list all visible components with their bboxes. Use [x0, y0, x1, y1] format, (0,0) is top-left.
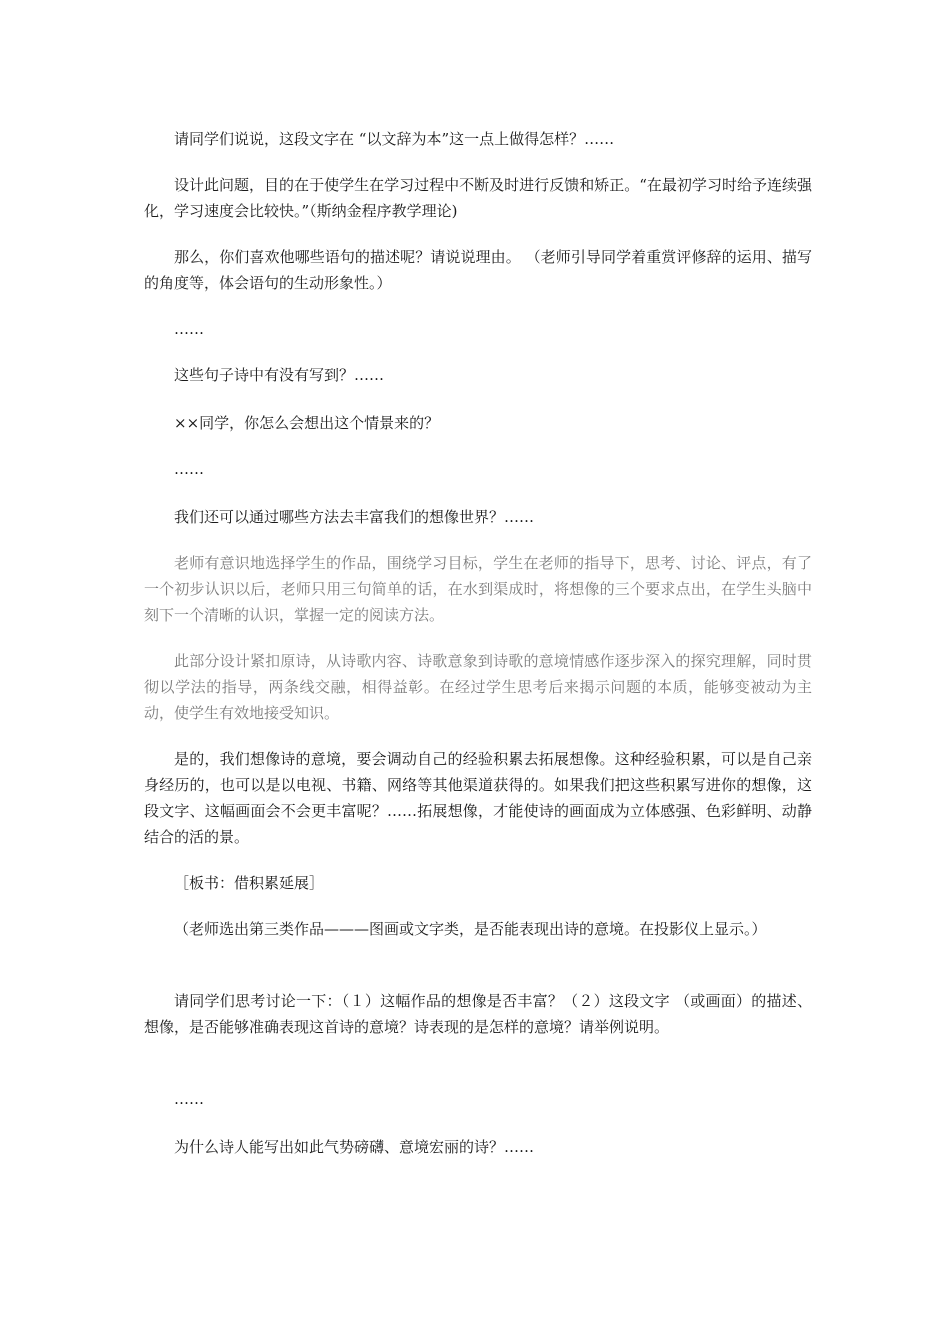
paragraph-teacher-selects-works: （老师选出第三类作品———图画或文字类，是否能表现出诗的意境。在投影仪上显示。） — [174, 920, 767, 938]
paragraph-design-intent: 设计此问题，目的在于使学生在学习过程中不断及时进行反馈和矫正。“在最初学习时给予连续强化，学习速度会比较快。”（斯纳金程序教学理论) — [144, 176, 812, 220]
paragraph-ellipsis: …… — [174, 460, 204, 478]
paragraph-teacher-commentary: 老师有意识地选择学生的作品，围绕学习目标，学生在老师的指导下，思考、讨论、评点，有了一个初步认识以后，老师只用三句简单的话，在水到渠成时，将想像的三个要求点出，在学生头脑中刻下一个清晰的认识，掌握一定的阅读方法。 — [144, 554, 812, 624]
paragraph-question-methods: 我们还可以通过哪些方法去丰富我们的想像世界？…… — [174, 508, 535, 526]
paragraph-ellipsis: …… — [174, 1090, 204, 1108]
paragraph-experience-imagination: 是的，我们想像诗的意境，要会调动自己的经验积累去拓展想像。这种经验积累，可以是自己亲身经历的，也可以是以电视、书籍、网络等其他渠道获得的。如果我们把这些积累写进你的想像，这段文字、这幅画面会不会更丰富呢？……拓展想像，才能使诗的画面成为立体感强、色彩鲜明、动静结合的活的景。 — [144, 750, 812, 846]
paragraph-ellipsis: …… — [174, 320, 204, 338]
paragraph-question-wenci: 请同学们说说，这段文字在 “以文辞为本”这一点上做得怎样？…… — [174, 130, 615, 148]
paragraph-design-commentary: 此部分设计紧扣原诗，从诗歌内容、诗歌意象到诗歌的意境情感作逐步深入的探究理解，同时贯彻以学法的指导，两条线交融，相得益彰。在经过学生思考后来揭示问题的本质，能够变被动为主动，使学生有效地接受知识。 — [144, 652, 812, 722]
paragraph-question-in-poem: 这些句子诗中有没有写到？…… — [174, 366, 385, 384]
paragraph-final-question: 为什么诗人能写出如此气势磅礴、意境宏丽的诗？…… — [174, 1138, 535, 1156]
paragraph-blackboard-note: ［板书：借积累延展］ — [174, 874, 325, 892]
paragraph-question-student: ××同学，你怎么会想出这个情景来的？ — [174, 414, 440, 432]
paragraph-favorite-sentences: 那么，你们喜欢他哪些语句的描述呢？请说说理由。 （老师引导同学着重赏评修辞的运用、描写的角度等，体会语句的生动形象性。） — [144, 248, 812, 292]
paragraph-discussion-questions: 请同学们思考讨论一下：（１）这幅作品的想像是否丰富？（２）这段文字 （或画面）的描述、想像，是否能够准确表现这首诗的意境？诗表现的是怎样的意境？请举例说明。 — [144, 992, 812, 1036]
